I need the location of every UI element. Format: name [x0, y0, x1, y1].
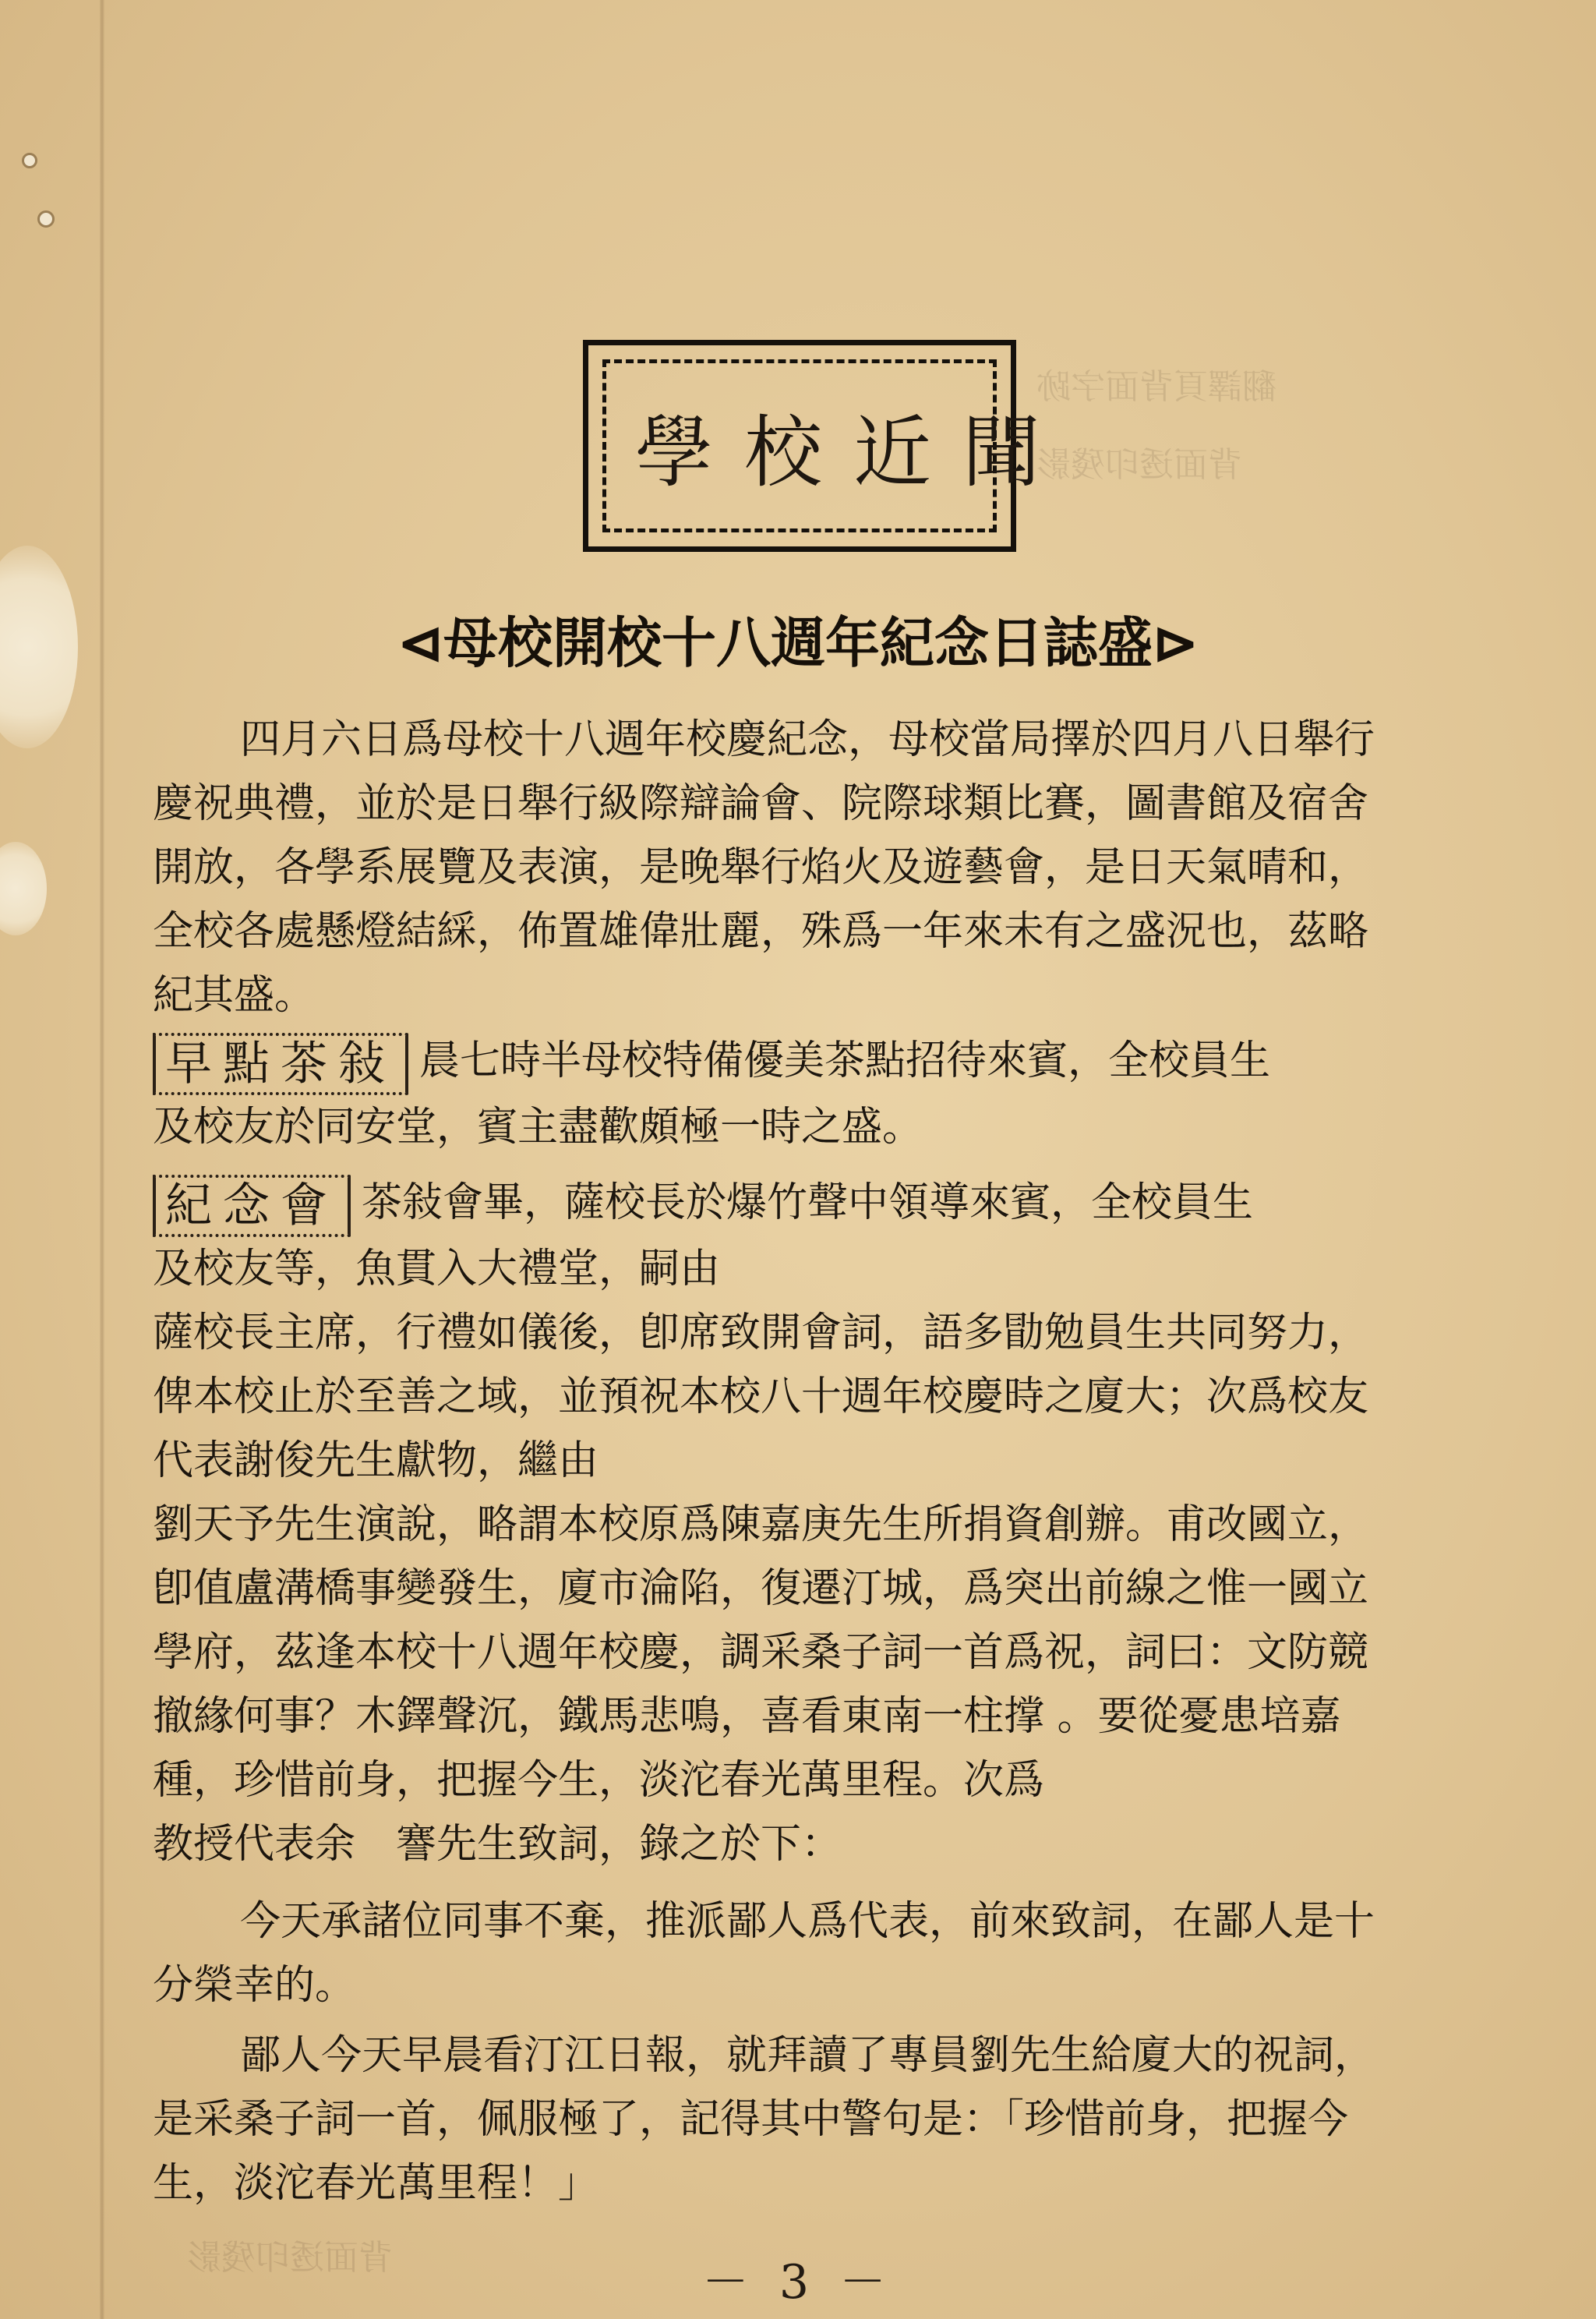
text-line: 晨七時半母校特備優美茶點招待來賓，全校員生 — [419, 1038, 1271, 1084]
section-title-box — [583, 340, 1072, 552]
paper-wear-spot — [0, 842, 47, 935]
intro-paragraph — [153, 708, 1437, 1027]
text-line: 薩校長主席，行禮如儀後，卽席致開會詞，語多勖勉員生共同努力， — [153, 1309, 1369, 1356]
text-line: 撤緣何事？木鐸聲沉，鐵馬悲鳴，喜看東南一柱撑 。要從憂患培嘉 — [153, 1692, 1341, 1740]
text-line: 俾本校止於至善之域，並預祝本校八十週年校慶時之廈大；次爲校友 — [153, 1373, 1369, 1420]
text-line: 四月六日爲母校十八週年校慶紀念，母校當局擇於四月八日舉行 — [240, 716, 1375, 763]
text-line: 種，珍惜前身，把握今生，淡沱春光萬里程。次爲 — [153, 1756, 1045, 1804]
speech-paragraph-1 — [153, 1889, 1437, 2017]
text-line: 慶祝典禮，並於是日舉行級際辯論會、院際球類比賽，圖書館及宿舍 — [153, 780, 1369, 827]
commemoration-paragraph — [153, 1171, 1437, 1876]
text-line: 教授代表余 謇先生致詞，錄之於下： — [153, 1820, 842, 1868]
text-line: 及校友於同安堂，賓主盡歡頗極一時之盛。 — [153, 1103, 923, 1151]
text-line: 卽值盧溝橋事變發生，廈市淪陷，復遷汀城，爲突出前線之惟一國立 — [153, 1564, 1369, 1612]
text-line: 是采桑子詞一首，佩服極了，記得其中警句是：「珍惜前身，把握今 — [153, 2096, 1349, 2143]
paper-wear-spot — [0, 546, 78, 748]
text-line: 鄙人今天早晨看汀江日報，就拜讀了專員劉先生給廈大的祝詞， — [240, 2032, 1375, 2079]
commemoration-tag: 紀念會 — [153, 1175, 351, 1237]
text-line: 學府，茲逢本校十八週年校慶，調采桑子詞一首爲祝，詞曰：文防競 — [153, 1628, 1369, 1676]
article-heading: ⊲母校開校十八週年紀念日誌盛⊳ — [397, 610, 1199, 675]
text-line: 分榮幸的。 — [153, 1962, 356, 2009]
section-title — [635, 406, 1072, 500]
paper-hole — [37, 210, 55, 228]
text-line: 紀其盛。 — [153, 972, 316, 1019]
text-line: 生，淡沱春光萬里程！」 — [153, 2160, 599, 2207]
bleed-through-text: 背面透印殘影 — [187, 2238, 393, 2278]
text-line: 代表謝俊先生獻物，繼由 — [153, 1437, 599, 1484]
text-line: 今天承諸位同事不棄，推派鄙人爲代表，前來致詞，在鄙人是十 — [240, 1898, 1375, 1945]
paper-hole — [22, 153, 37, 168]
text-line: 劉天予先生演說，略謂本校原爲陳嘉庚先生所捐資創辦。甫改國立， — [153, 1501, 1369, 1548]
bleed-through-text: 翻譯頁背面字跡 — [1036, 367, 1276, 407]
speech-paragraph-2 — [153, 2024, 1437, 2215]
tea-party-paragraph — [153, 1029, 1437, 1159]
text-line: 及校友等，魚貫入大禮堂，嗣由 — [153, 1245, 721, 1292]
text-line: 茶敍會畢，薩校長於爆竹聲中領導來賓，全校員生 — [362, 1179, 1254, 1226]
section-title-text: 學校近聞 — [635, 407, 1072, 498]
paper-crease — [100, 0, 104, 2319]
bleed-through-text: 背面透印殘影 — [1036, 445, 1242, 485]
page-number: － 3 － — [701, 2255, 895, 2310]
tea-party-tag: 早點茶敍 — [153, 1033, 408, 1095]
text-line: 全校各處懸燈結綵，佈置雄偉壯麗，殊爲一年來未有之盛況也，茲略 — [153, 908, 1369, 955]
text-line: 開放，各學系展覽及表演，是晚舉行焰火及遊藝會，是日天氣晴和， — [153, 844, 1369, 891]
